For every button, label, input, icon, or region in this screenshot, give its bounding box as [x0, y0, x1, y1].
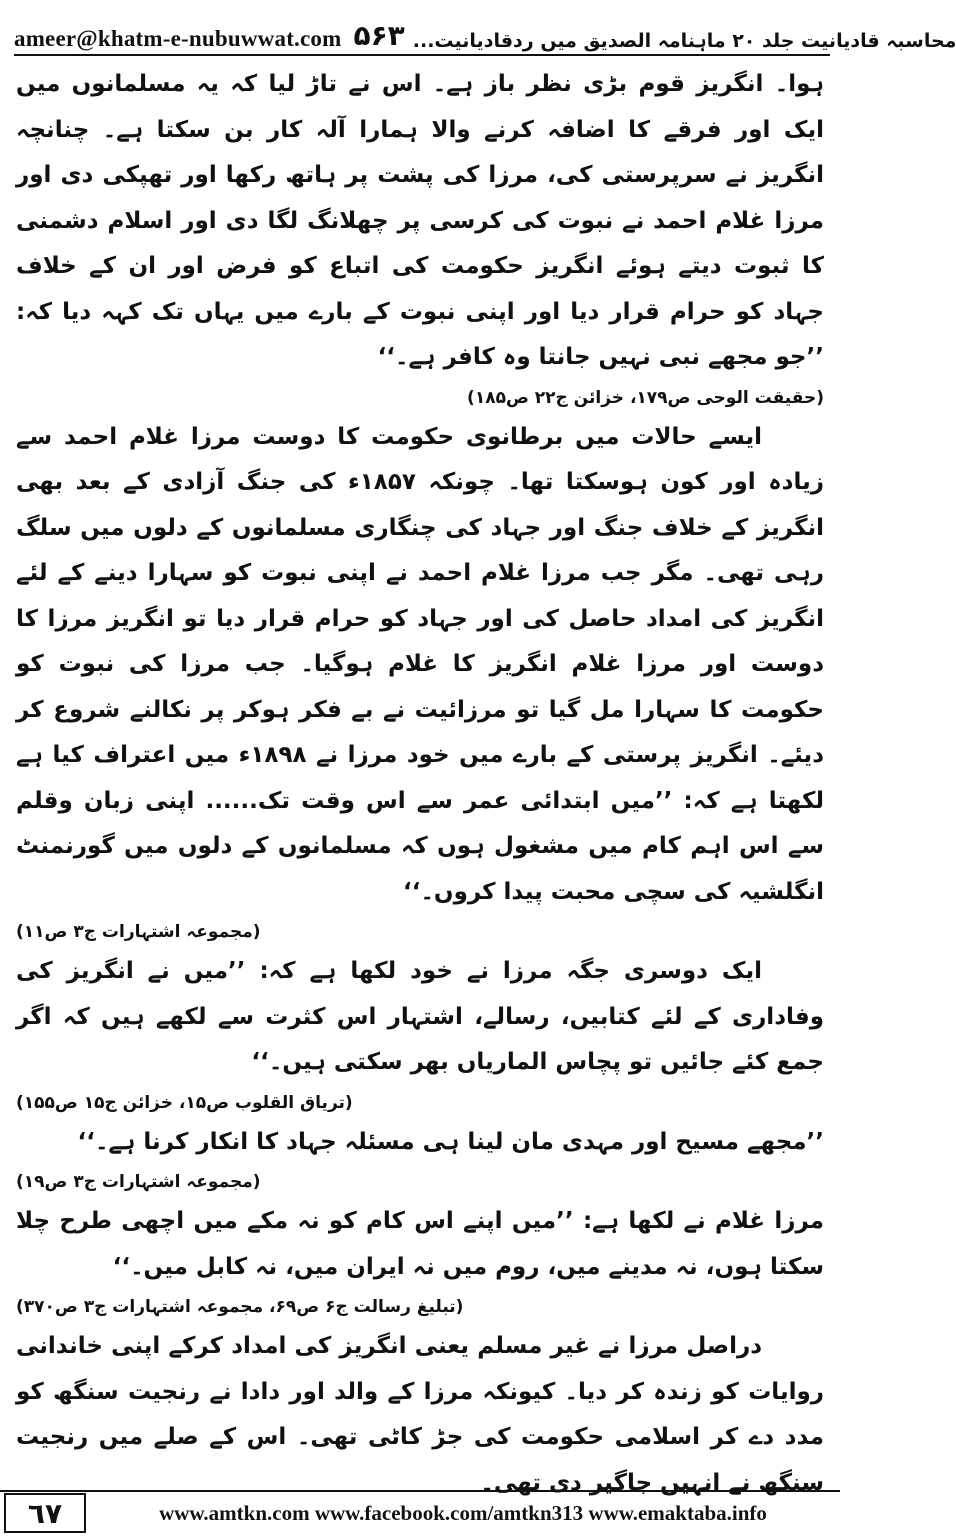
footer-website-links: www.amtkn.com www.facebook.com/amtkn313 www.emaktaba.info — [159, 1500, 767, 1525]
reference-3: (تریاق القلوب ص۱۵، خزائن ج۱۵ ص۱۵۵) — [16, 1092, 353, 1113]
paragraph-1: ہوا۔ انگریز قوم بڑی نظر باز ہے۔ اس نے تاڑ لیا کہ یہ مسلمانوں میں ایک اور فرقے کا اضافہ کرنے والا ہمارا آلہ کار بن سکتا ہے۔ چنانچہ انگریز نے سرپرستی کی، مرزا کی پشت پر ہاتھ رکھا اور تھپکی دی اور مرزا غلام احمد نے نبوت کی کرسی پر چھلانگ لگا دی اور اسلام دشمنی کا ثبوت دیتے ہوئے انگریز حکومت کی اتباع کو فرض اور ان کے خلاف جہاد کو حرام قرار دیا اور اپنی نبوت کے بارے میں یہاں تک کہہ دیا کہ: ’’جو مجھے نبی نہیں جانتا وہ کافر ہے۔‘‘ — [16, 71, 824, 370]
header-divider — [14, 54, 830, 56]
header-running-title: محاسبہ قادیانیت جلد ۲۰ ماہنامہ الصدیق میں ردقادیانیت... — [412, 30, 956, 52]
paragraph-5: مرزا غلام نے لکھا ہے: ’’میں اپنے اس کام کو نہ مکے میں اچھی طرح چلا سکتا ہوں، نہ مدینے میں، روم میں نہ ایران میں، نہ کابل میں۔‘‘ — [16, 1208, 824, 1280]
paragraph-3: ایک دوسری جگہ مرزا نے خود لکھا ہے کہ: ’’میں نے انگریز کی وفاداری کے لئے کتابیں، رسالے، اشتہار اس کثرت سے لکھے ہیں کہ اگر جمع کئے جائیں تو پچاس الماریاں بھر سکتی ہیں۔‘‘ — [16, 958, 824, 1075]
reference-5: (تبلیغ رسالت ج۶ ص۶۹، مجموعہ اشتہارات ج۳ ص۳۷۰) — [16, 1297, 464, 1317]
footer-folio-number: ٦٧ — [4, 1493, 86, 1533]
reference-1: (حقیقت الوحی ص۱۷۹، خزائن ج۲۲ ص۱۸۵) — [467, 387, 824, 408]
paragraph-4: ’’مجھے مسیح اور مہدی مان لینا ہی مسئلہ جہاد کا انکار کرنا ہے۔‘‘ — [77, 1128, 824, 1155]
paragraph-6: دراصل مرزا نے غیر مسلم یعنی انگریز کی امداد کرکے اپنی خاندانی روایات کو زندہ کر دیا۔ کیونکہ مرزا کے والد اور دادا نے رنجیت سنگھ کو مدد دے کر اسلامی حکومت کی جڑ کاٹی تھی۔ اس کے صلے میں رنجیت سنگھ نے انہیں جاگیر دی تھی۔ — [16, 1333, 824, 1496]
reference-2: (مجموعہ اشتہارات ج۳ ص۱۱) — [16, 922, 261, 942]
paragraph-2: ایسے حالات میں برطانوی حکومت کا دوست مرزا غلام احمد سے زیادہ اور کون ہوسکتا تھا۔ چونکہ ۱۸۵۷ء کی جنگ آزادی کے بعد بھی انگریز کے خلاف جنگ اور جہاد کی چنگاری مسلمانوں کے دلوں میں سلگ رہی تھی۔ مگر جب مرزا غلام احمد نے اپنی نبوت کو سہارا دینے کے لئے انگریز کی امداد حاصل کی اور جہاد کو حرام قرار دیا تو انگریز مرزا کا دوست اور مرزا غلام انگریز کا غلام ہوگیا۔ جب مرزا کی نبوت کو حکومت کا سہارا مل گیا تو مرزائیت نے بے فکر ہوکر پر نکالنے شروع کر دیئے۔ انگریز پرستی کے بارے میں خود مرزا نے ۱۸۹۸ء میں اعتراف کیا ہے لکھتا ہے کہ: ’’میں ابتدائی عمر سے اس وقت تک...... اپنی زبان وقلم سے اس اہم کام میں مشغول ہوں کہ مسلمانوں کے دلوں میں گورنمنٹ انگلشیہ کی سچی محبت پیدا کروں۔‘‘ — [16, 423, 824, 905]
page-body — [16, 62, 824, 1506]
header-email: ameer@khatm-e-nubuwwat.com — [14, 26, 342, 51]
page-footer — [0, 1490, 840, 1534]
page-header — [14, 10, 956, 52]
reference-4: (مجموعہ اشتہارات ج۳ ص۱۹) — [16, 1172, 261, 1192]
header-page-number: ۵۶۳ — [353, 19, 405, 52]
